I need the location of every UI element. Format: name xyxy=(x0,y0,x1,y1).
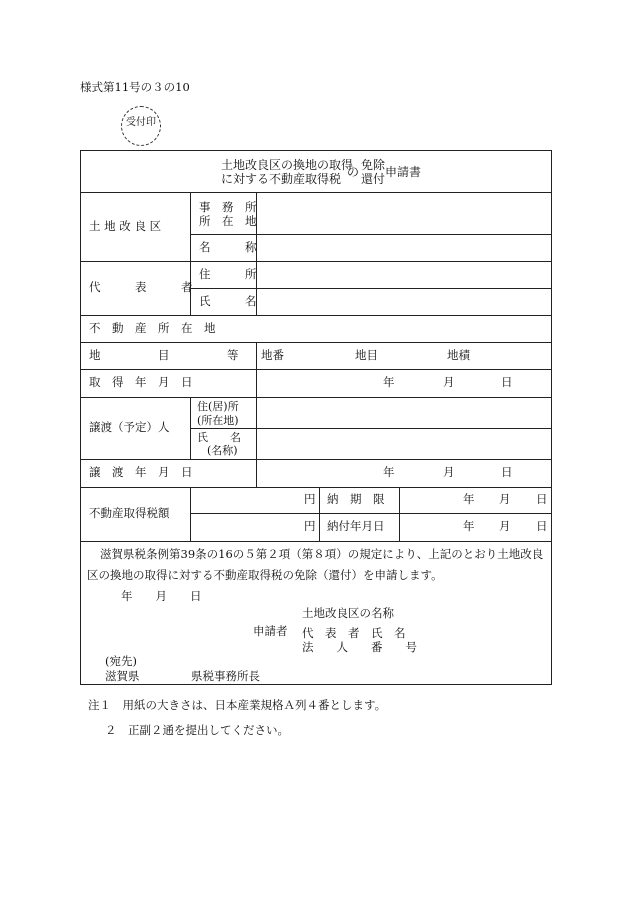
representative-address-label: 住 所 xyxy=(199,267,257,281)
note-1: 注１ 用紙の大きさは、日本産業規格Ａ列４番とします。 xyxy=(88,698,387,712)
note-2: ２ 正副２通を提出してください。 xyxy=(105,723,289,737)
paid-month-label: 月 xyxy=(499,519,511,533)
district-name-field-label: 土地改良区の名称 xyxy=(302,606,394,620)
transfer-year-label: 年 xyxy=(383,465,395,479)
title-line-2: に対する不動産取得税 xyxy=(221,172,342,186)
paid-year-label: 年 xyxy=(463,519,475,533)
acquisition-month-label: 月 xyxy=(443,375,455,389)
addressee-prefecture: 滋賀県 xyxy=(105,669,140,683)
reception-stamp-circle xyxy=(121,106,161,146)
transferor-name-label-2: (名称) xyxy=(207,444,238,457)
district-name-label: 名 称 xyxy=(199,240,257,254)
statement-line-1: 滋賀県税条例第39条の16の５第２項（第８項）の規定により、上記のとおり土地改良 xyxy=(100,547,544,561)
application-date: 年 月 日 xyxy=(121,589,202,603)
acquisition-date-label: 取 得 年 月 日 xyxy=(89,375,193,389)
tax-amount-label: 不動産取得税額 xyxy=(89,506,170,520)
land-type-label: 地目 xyxy=(355,348,378,362)
property-location-label: 不 動 産 所 在 地 xyxy=(89,321,216,335)
office-location-label-1: 事 務 所 xyxy=(199,200,257,214)
land-category-label: 地 目 等 xyxy=(89,348,239,362)
corporate-number-field-label: 法 人 番 号 xyxy=(302,640,417,654)
addressee-label: (宛先) xyxy=(105,654,137,668)
paid-day-label: 日 xyxy=(536,519,548,533)
office-location-label-2: 所 在 地 xyxy=(199,214,257,228)
transfer-month-label: 月 xyxy=(443,465,455,479)
payment-deadline-label: 納 期 限 xyxy=(327,492,385,506)
notes xyxy=(88,693,386,743)
tax-amount-yen-2: 円 xyxy=(304,519,316,533)
tax-amount-yen-1: 円 xyxy=(304,492,316,506)
transferor-label: 譲渡（予定）人 xyxy=(89,420,170,434)
representative-name-field-label: 代 表 者 氏 名 xyxy=(302,626,406,640)
reception-stamp-label: 受付印 xyxy=(126,116,156,128)
acquisition-year-label: 年 xyxy=(383,375,395,389)
land-area-label: 地積 xyxy=(447,348,470,362)
form-number: 様式第11号の３の10 xyxy=(80,80,190,94)
deadline-month-label: 月 xyxy=(499,492,511,506)
deadline-year-label: 年 xyxy=(463,492,475,506)
lot-number-label: 地番 xyxy=(261,348,284,362)
land-improvement-district-label: 土 地 改 良 区 xyxy=(89,219,162,233)
transferor-address-label-1: 住(居)所 xyxy=(197,400,239,413)
transfer-day-label: 日 xyxy=(501,465,513,479)
title-option-exemption: 免除 xyxy=(361,158,386,172)
transfer-date-label: 譲 渡 年 月 日 xyxy=(89,465,193,479)
application-form-table xyxy=(80,150,552,685)
addressee-office-head: 県税事務所長 xyxy=(191,669,260,683)
title-line-1: 土地改良区の換地の取得 xyxy=(221,158,354,172)
representative-label: 代 表 者 xyxy=(89,280,193,294)
statement-line-2: 区の換地の取得に対する不動産取得税の免除（還付）を申請します。 xyxy=(87,568,443,582)
deadline-day-label: 日 xyxy=(536,492,548,506)
representative-name-label: 氏 名 xyxy=(199,294,257,308)
payment-date-label: 納付年月日 xyxy=(327,519,385,533)
acquisition-day-label: 日 xyxy=(501,375,513,389)
transferor-name-label-1: 氏 名 xyxy=(197,431,241,444)
title-suffix: 申請書 xyxy=(385,165,422,179)
title-option-refund: 還付 xyxy=(361,172,386,186)
transferor-address-label-2: (所在地) xyxy=(197,414,239,427)
title-no: の xyxy=(347,165,360,179)
applicant-label: 申請者 xyxy=(253,624,288,638)
